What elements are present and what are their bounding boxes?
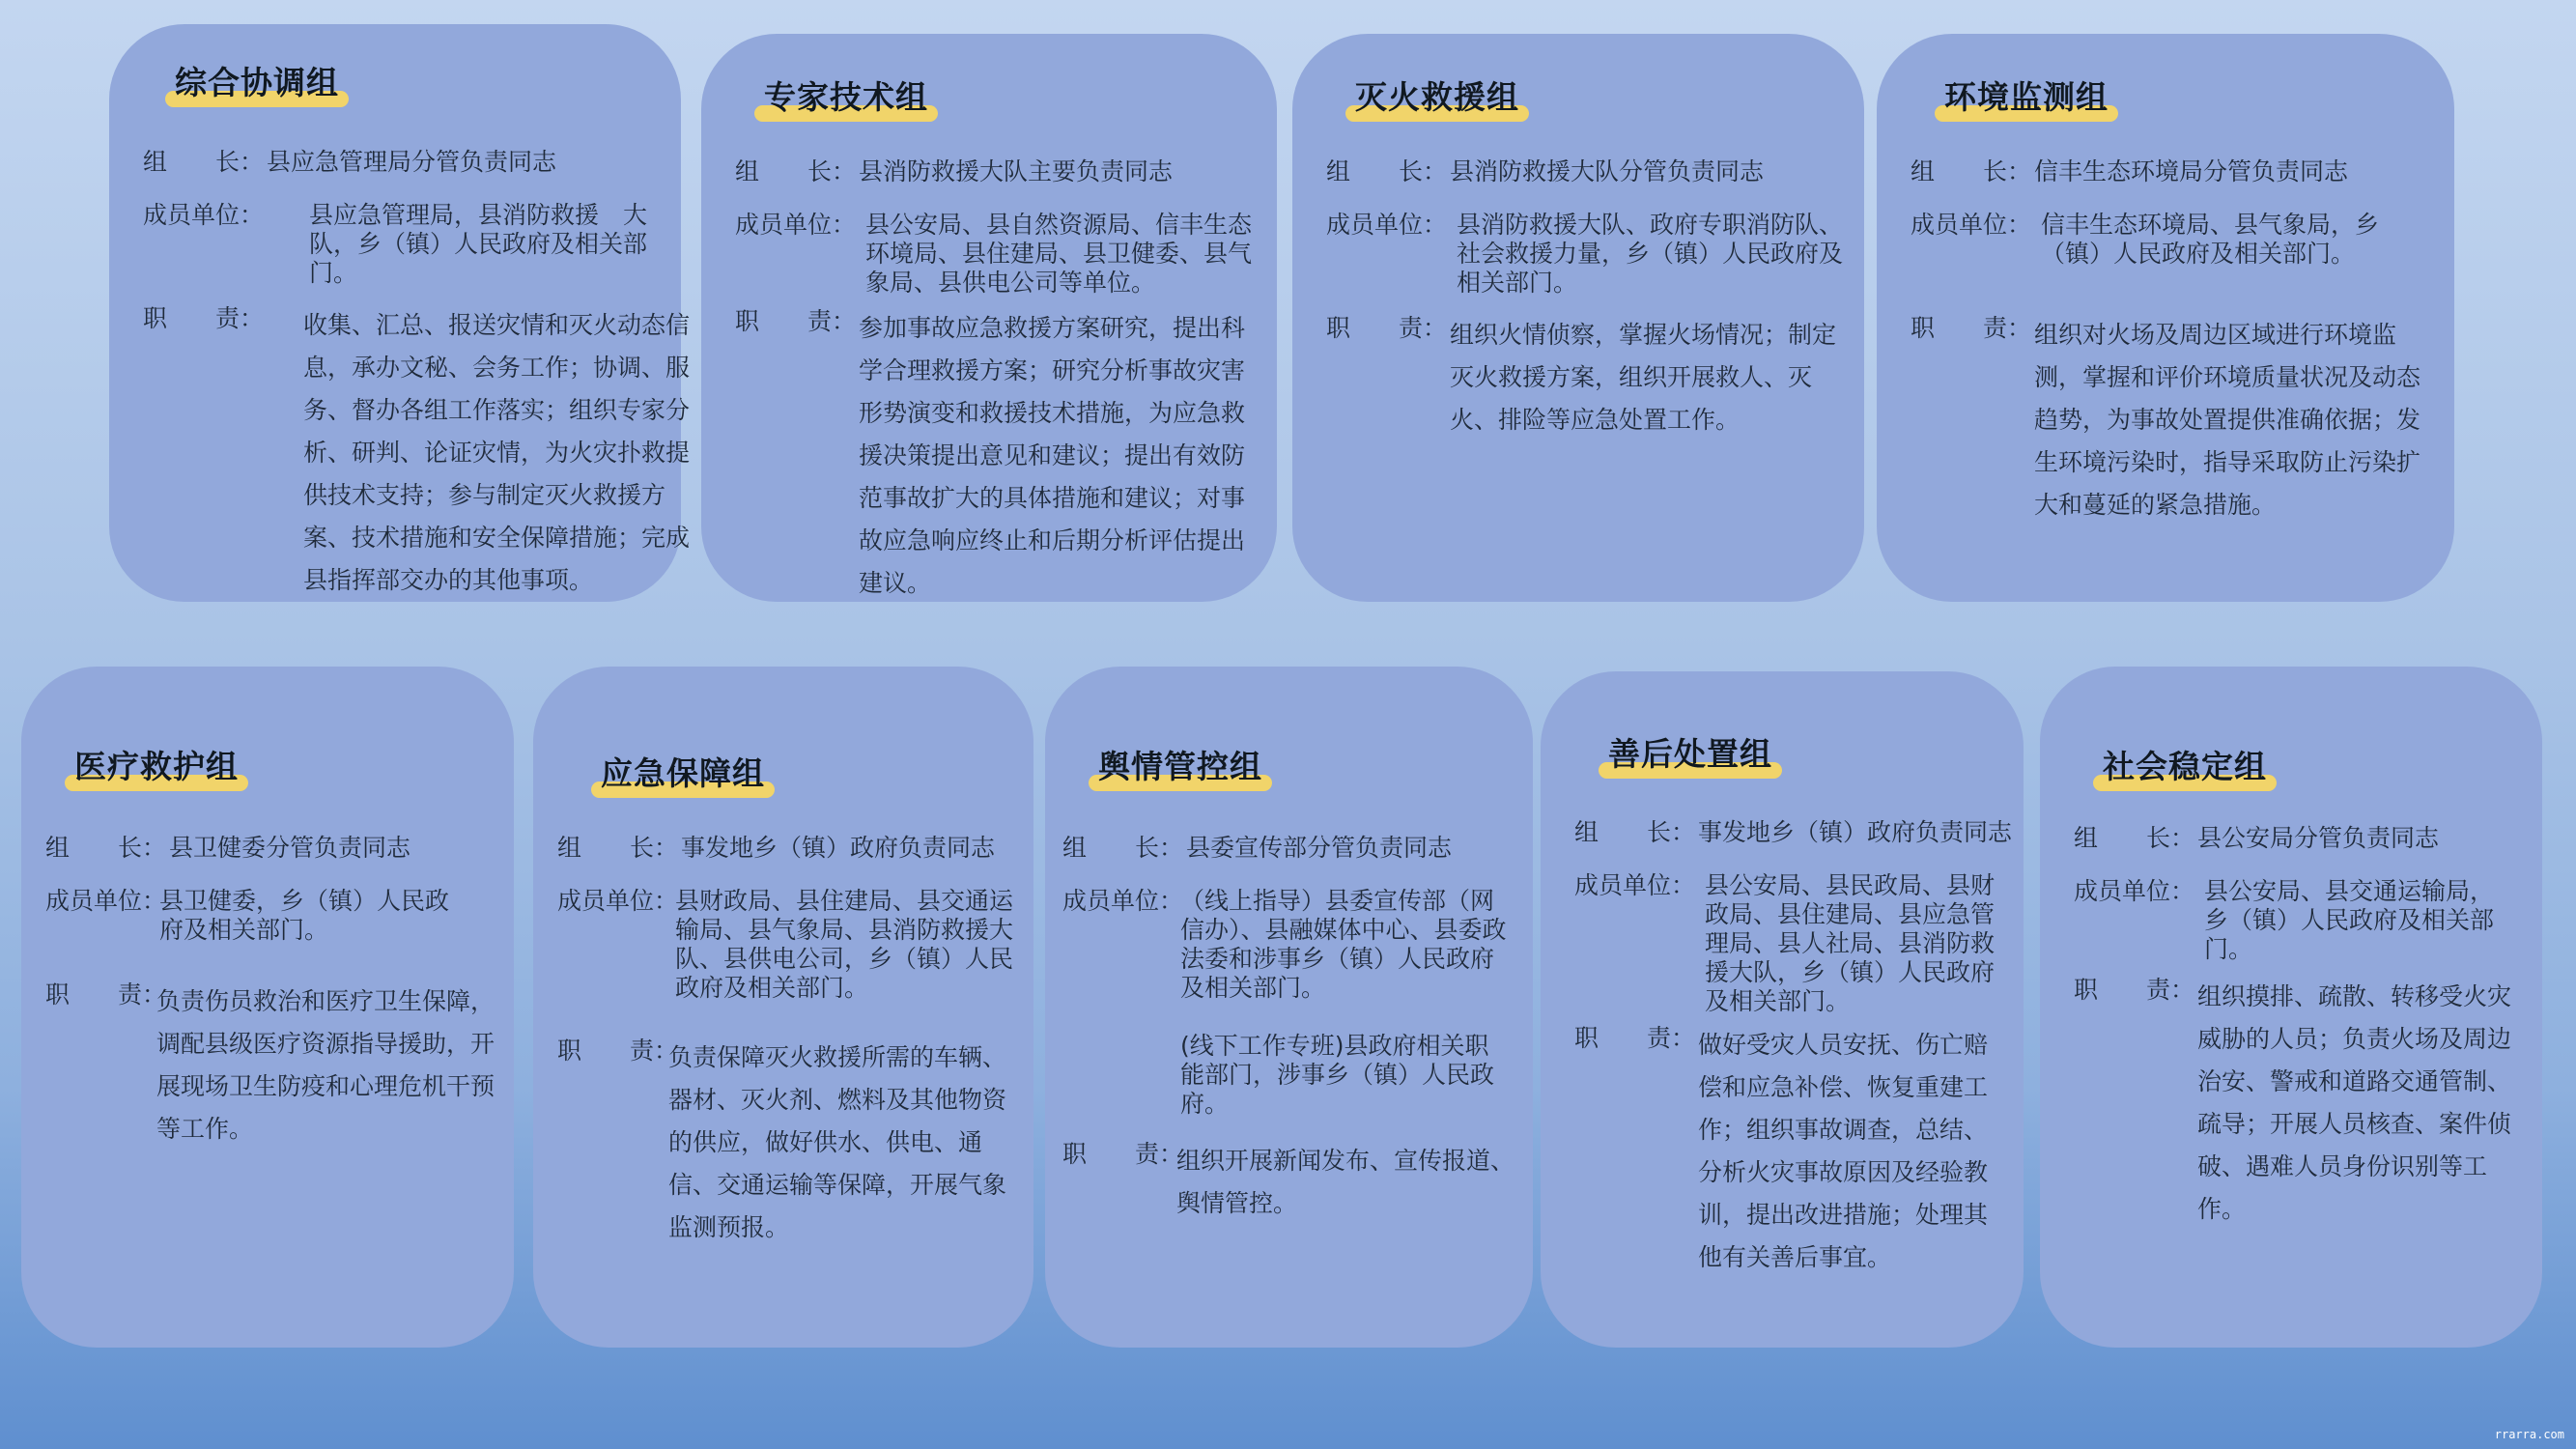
watermark: rrarra.com xyxy=(2494,1428,2564,1441)
leader-value: 事发地乡（镇）政府负责同志 xyxy=(681,834,996,862)
members-value: 县公安局、县民政局、县财政局、县住建局、县应急管理局、县人社局、县消防救援大队，乡（镇）人民政府及相关部门。 xyxy=(1705,871,1996,1015)
group-card-firefighting xyxy=(1292,34,1864,602)
duty-value: 组织对火场及周边区域进行环境监测，掌握和评价环境质量状况及动态趋势，为事故处置提供准确依据；发生环境污染时，指导采取防止污染扩大和蔓延的紧急措施。 xyxy=(2034,321,2421,519)
leader-value: 县消防救援大队主要负责同志 xyxy=(859,157,1174,185)
leader-label: 组 长： xyxy=(1326,157,1448,185)
group-card-expert xyxy=(701,34,1277,602)
leader-value: 县消防救援大队分管负责同志 xyxy=(1450,157,1765,185)
members-label: 成员单位： xyxy=(557,887,679,915)
members-label: 成员单位： xyxy=(735,211,857,239)
members-value: 县公安局、县交通运输局，乡（镇）人民政府及相关部门。 xyxy=(2204,877,2495,963)
duty-value: 做好受灾人员安抚、伤亡赔偿和应急补偿、恢复重建工作；组织事故调查，总结、分析火灾事故原因及经验教训，提出改进措施；处理其他有关善后事宜。 xyxy=(1698,1031,1989,1271)
group-title: 善后处置组 xyxy=(1608,735,1772,773)
members-label: 成员单位： xyxy=(143,201,265,229)
duty-label: 职 责： xyxy=(557,1037,679,1065)
leader-label: 组 长： xyxy=(1911,157,2032,185)
duty-label: 职 责： xyxy=(1911,314,2032,342)
leader-value: 县应急管理局分管负责同志 xyxy=(267,148,557,176)
duty-label: 职 责： xyxy=(2074,976,2195,1004)
members-value: 信丰生态环境局、县气象局，乡（镇）人民政府及相关部门。 xyxy=(2041,211,2380,268)
leader-value: 县公安局分管负责同志 xyxy=(2197,824,2440,852)
leader-label: 组 长： xyxy=(1062,834,1184,862)
group-title: 专家技术组 xyxy=(764,78,928,116)
leader-label: 组 长： xyxy=(143,148,265,176)
leader-label: 组 长： xyxy=(2074,824,2195,852)
group-card-medical xyxy=(21,667,514,1348)
members-value: 县财政局、县住建局、县交通运输局、县气象局、县消防救援大队、县供电公司，乡（镇）人民政府及相关部门。 xyxy=(675,887,1014,1002)
duty-value: 组织摸排、疏散、转移受火灾威胁的人员；负责火场及周边治安、警戒和道路交通管制、疏导；开展人员核查、案件侦破、遇难人员身份识别等工作。 xyxy=(2197,982,2512,1223)
members-value: 县消防救援大队、政府专职消防队、社会救援力量，乡（镇）人民政府及相关部门。 xyxy=(1457,211,1844,297)
members-value: 县卫健委，乡（镇）人民政府及相关部门。 xyxy=(159,887,450,944)
members-value: （线上指导）县委宣传部（网信办）、县融媒体中心、县委政法委和涉事乡（镇）人民政府及相关部门。 xyxy=(1180,887,1507,1002)
group-card-aftermath xyxy=(1541,671,2024,1348)
members-label: 成员单位： xyxy=(1911,211,2032,239)
members-value: 县公安局、县自然资源局、信丰生态环境局、县住建局、县卫健委、县气象局、县供电公司等单位。 xyxy=(865,211,1253,297)
group-card-coordination xyxy=(109,24,691,602)
members-value: 县应急管理局，县消防救援 大队，乡（镇）人民政府及相关部门。 xyxy=(309,201,648,287)
members-label: 成员单位： xyxy=(2074,877,2195,905)
group-card-public-opinion xyxy=(1045,667,1533,1348)
duty-label: 职 责： xyxy=(1062,1140,1184,1168)
group-card-social-stability xyxy=(2040,667,2542,1348)
group-title: 舆情管控组 xyxy=(1098,748,1262,785)
group-card-support xyxy=(533,667,1033,1348)
duty-value: 组织开展新闻发布、宣传报道、舆情管控。 xyxy=(1176,1147,1515,1217)
leader-label: 组 长： xyxy=(45,834,167,862)
duty-value: 负责保障灭火救援所需的车辆、器材、灭火剂、燃料及其他物资的供应，做好供水、供电、通信、交通运输等保障，开展气象监测预报。 xyxy=(668,1043,1007,1241)
leader-label: 组 长： xyxy=(1574,818,1696,846)
duty-label: 职 责： xyxy=(143,304,265,332)
leader-value: 信丰生态环境局分管负责同志 xyxy=(2034,157,2349,185)
duty-value: 负责伤员救治和医疗卫生保障，调配县级医疗资源指导援助，开展现场卫生防疫和心理危机干预等工作。 xyxy=(156,987,495,1143)
group-title: 医疗救护组 xyxy=(74,748,239,785)
group-title: 社会稳定组 xyxy=(2103,748,2267,785)
duty-label: 职 责： xyxy=(735,307,857,335)
duty-label: 职 责： xyxy=(45,980,167,1009)
duty-label: 职 责： xyxy=(1326,314,1448,342)
leader-label: 组 长： xyxy=(735,157,857,185)
group-title: 综合协调组 xyxy=(175,64,339,101)
leader-value: 事发地乡（镇）政府负责同志 xyxy=(1698,818,2013,846)
members-label: 成员单位： xyxy=(1326,211,1448,239)
members-value-offline: (线下工作专班)县政府相关职能部门，涉事乡（镇）人民政府。 xyxy=(1180,1032,1495,1118)
members-label: 成员单位： xyxy=(1062,887,1184,915)
group-title: 环境监测组 xyxy=(1944,78,2109,116)
leader-value: 县卫健委分管负责同志 xyxy=(169,834,411,862)
leader-label: 组 长： xyxy=(557,834,679,862)
leader-value: 县委宣传部分管负责同志 xyxy=(1186,834,1453,862)
group-title: 灭火救援组 xyxy=(1355,78,1519,116)
duty-value: 收集、汇总、报送灾情和灭火动态信息，承办文秘、会务工作；协调、服务、督办各组工作落实；组织专家分析、研判、论证灾情，为火灾扑救提供技术支持；参与制定灭火救援方案、技术措施和安全保障措施；完成县指挥部交办的其他事项。 xyxy=(303,311,691,594)
duty-label: 职 责： xyxy=(1574,1024,1696,1052)
duty-value: 组织火情侦察，掌握火场情况；制定灭火救援方案，组织开展救人、灭火、排险等应急处置工作。 xyxy=(1450,321,1837,434)
members-label: 成员单位： xyxy=(45,887,167,915)
members-label: 成员单位： xyxy=(1574,871,1696,899)
group-title: 应急保障组 xyxy=(601,754,765,792)
duty-value: 参加事故应急救援方案研究，提出科学合理救援方案；研究分析事故灾害形势演变和救援技术措施，为应急救援决策提出意见和建议；提出有效防范事故扩大的具体措施和建议；对事故应急响应终止和后期分析评估提出建议。 xyxy=(859,314,1246,597)
group-card-environment xyxy=(1877,34,2454,602)
